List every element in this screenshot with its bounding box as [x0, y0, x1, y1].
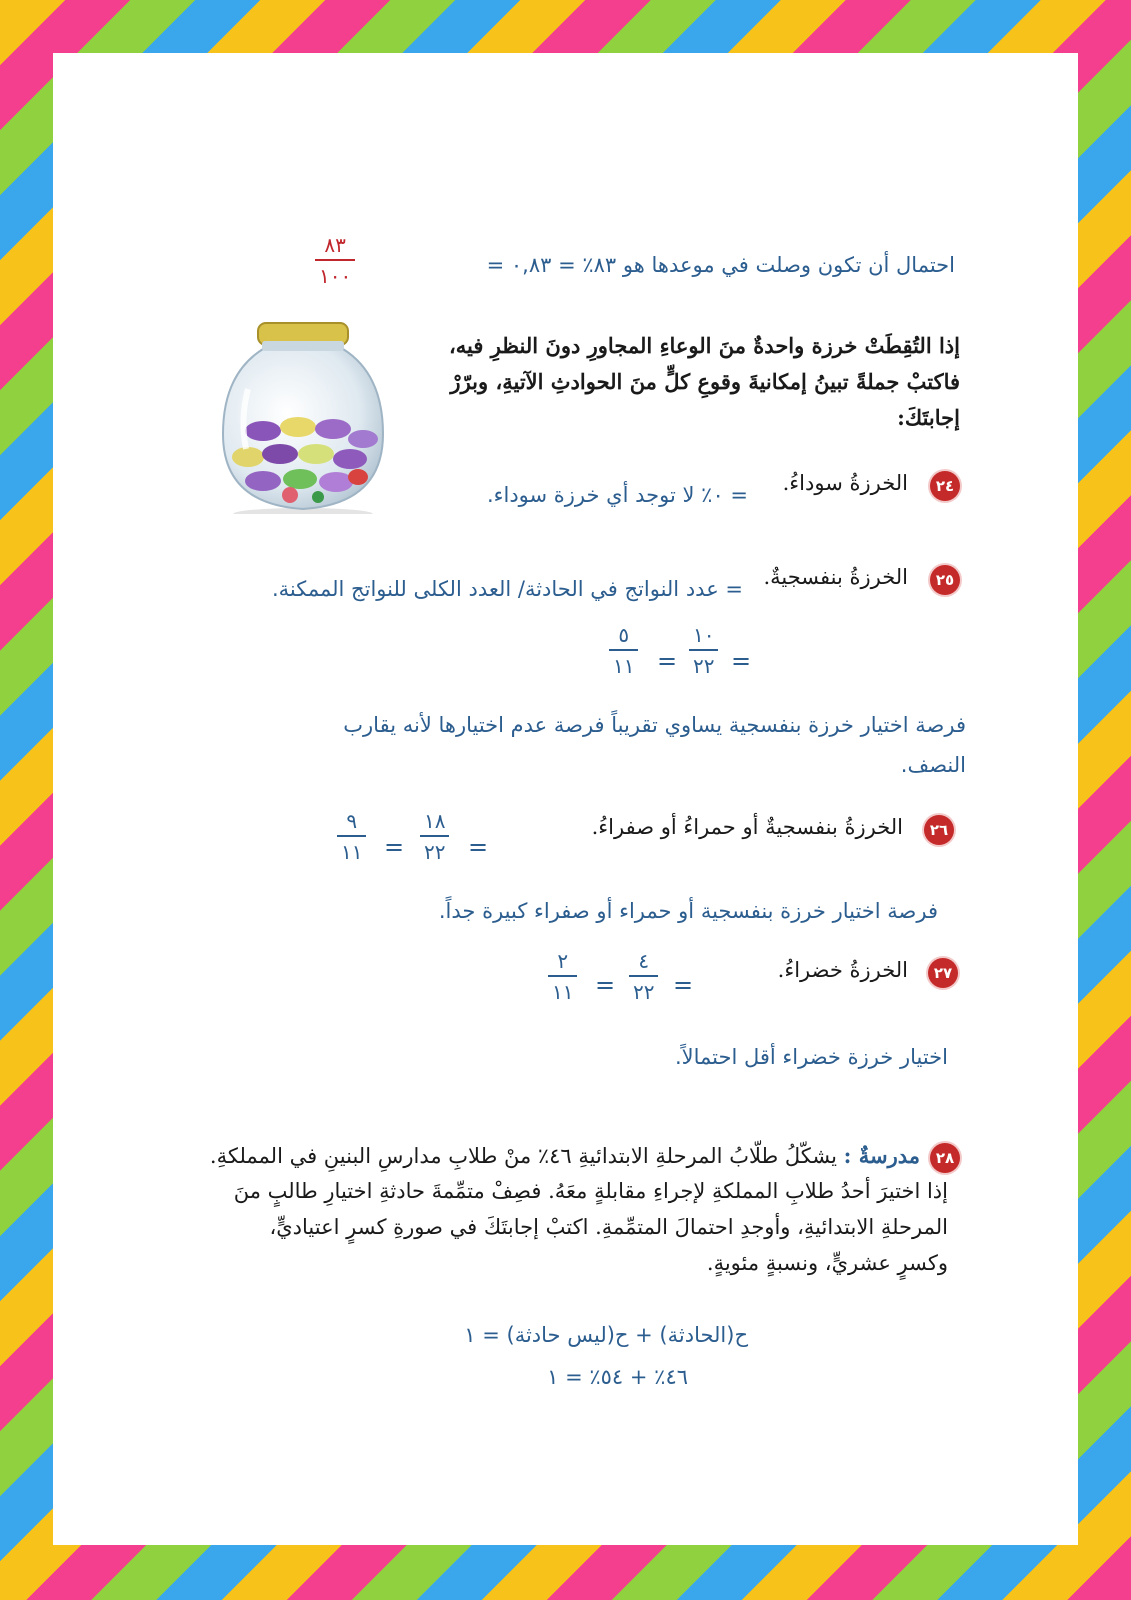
fraction-numerator: ٤ — [638, 949, 650, 973]
q25-question: الخرزةُ بنفسجيةٌ. — [763, 565, 908, 589]
q24-question: الخرزةُ سوداءُ. — [782, 471, 908, 495]
question-number-badge: ٢٧ — [928, 958, 958, 988]
intro-fraction — [315, 235, 355, 286]
fraction-denominator: ٢٢ — [633, 980, 655, 1004]
q25-fraction-1 — [689, 625, 718, 676]
equals-sign: = — [595, 971, 616, 999]
q28-label: مدرسةٌ : — [843, 1143, 920, 1168]
instructions-line-2: فاكتبْ جملةً تبينُ إمكانيةَ وقوعِ كلٍّ منَ الحوادثِ الآتيةِ، وبرّرْ — [450, 369, 960, 394]
q26-question: الخرزةُ بنفسجيةٌ أو حمراءُ أو صفراءُ. — [591, 815, 903, 839]
q24-answer: = ٠٪ لا توجد أي خرزة سوداء. — [486, 483, 748, 507]
q28-line-2: إذا اختيرَ أحدُ طلابِ المملكةِ لإجراءِ مقابلةٍ معَهُ. فصِفْ متمِّمةَ حادثةِ اختيارِ طالبٍ منَ — [233, 1179, 948, 1203]
q26-explanation: فرصة اختيار خرزة بنفسجية أو حمراء أو صفراء كبيرة جداً. — [438, 899, 938, 923]
fraction-numerator: ٢ — [557, 949, 569, 973]
fraction-denominator: ١١ — [341, 840, 363, 864]
q25-explanation-line-1: فرصة اختيار خرزة بنفسجية يساوي تقريباً فرصة عدم اختيارها لأنه يقارب — [343, 713, 966, 737]
q28-answer-2: ٤٦٪ + ٥٤٪ = ١ — [547, 1365, 688, 1389]
fraction-numerator: ٨٣ — [324, 233, 346, 257]
q28-answer-1: ح(الحادثة) + ح(ليس حادثة) = ١ — [464, 1323, 748, 1347]
question-number-badge: ٢٨ — [930, 1143, 960, 1173]
fraction-denominator: ١١ — [613, 654, 635, 678]
equals-sign: = — [384, 833, 405, 861]
instructions-line-1: إذا التُقِطَتْ خرزة واحدةٌ منَ الوعاءِ المجاورِ دونَ النظرِ فيه، — [449, 333, 960, 358]
q28-line-1-text: يشكّلُ طلّابُ المرحلةِ الابتدائيةِ ٤٦٪ منْ طلابِ مدارسِ البنينِ في المملكةِ. — [209, 1144, 837, 1168]
q25-fraction-2 — [609, 625, 638, 676]
fraction-numerator: ١٠ — [693, 623, 715, 647]
q26-fraction-1 — [420, 811, 449, 862]
fraction-denominator: ٢٢ — [424, 840, 446, 864]
fraction-denominator: ٢٢ — [693, 654, 715, 678]
q27-fraction-1 — [629, 951, 658, 1002]
q25-explanation-line-2: النصف. — [900, 753, 966, 777]
equals-sign: = — [731, 647, 752, 675]
fraction-numerator: ٩ — [346, 809, 358, 833]
q28-line-3: المرحلةِ الابتدائيةِ، وأوجدِ احتمالَ المتمِّمةِ. اكتبْ إجابتَكَ في صورةِ كسرٍ اعتياديٍّ، — [269, 1215, 948, 1239]
page-sheet — [53, 53, 1078, 1545]
q28-line-4: وكسرٍ عشريٍّ، ونسبةٍ مئويةٍ. — [706, 1251, 948, 1275]
q25-answer: = عدد النواتج في الحادثة/ العدد الكلى للنواتج الممكنة. — [272, 577, 743, 601]
instructions-line-3: إجابتَكَ: — [897, 405, 960, 430]
question-number-badge: ٢٤ — [930, 471, 960, 501]
equals-sign: = — [468, 833, 489, 861]
equals-sign: = — [673, 971, 694, 999]
intro-answer-text: احتمال أن تكون وصلت في موعدها هو ٨٣٪ = ٠,٨٣ = — [486, 253, 955, 277]
question-number-badge: ٢٥ — [930, 565, 960, 595]
q26-fraction-2 — [337, 811, 366, 862]
q28-line-1 — [210, 1143, 920, 1168]
fraction-numerator: ٥ — [618, 623, 630, 647]
fraction-denominator: ١١ — [552, 980, 574, 1004]
equals-sign: = — [657, 647, 678, 675]
question-number-badge: ٢٦ — [924, 815, 954, 845]
q27-question: الخرزةُ خضراءُ. — [777, 958, 908, 982]
fraction-numerator: ١٨ — [424, 809, 446, 833]
q27-explanation: اختيار خرزة خضراء أقل احتمالاً. — [674, 1045, 948, 1069]
fraction-denominator: ١٠٠ — [319, 264, 352, 288]
bead-jar-image — [218, 319, 388, 514]
q27-fraction-2 — [548, 951, 577, 1002]
